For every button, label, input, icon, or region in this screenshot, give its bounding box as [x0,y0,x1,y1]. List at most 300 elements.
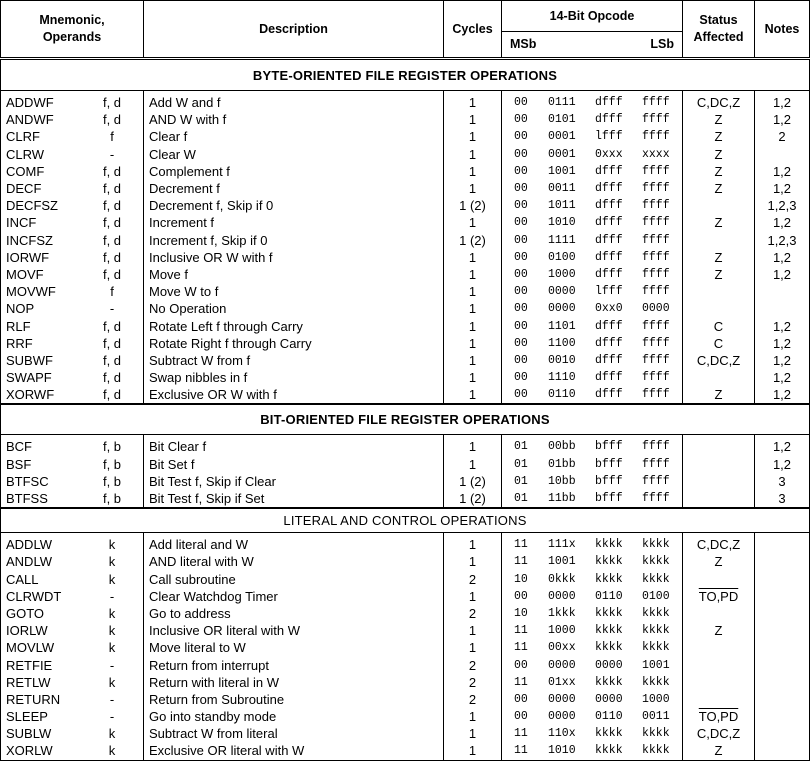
opcode-nibble: 1011 [548,199,576,213]
opcode-nibble: 01bb [548,457,576,471]
mnemonic-cell [1,456,144,473]
opcode-nibble: 0110 [548,388,576,402]
cycles-cell [444,266,502,283]
status-cell [683,300,755,317]
description-cell [144,553,444,570]
status-cell [683,369,755,386]
notes: 1,2 [772,181,792,197]
opcode-msb: 01 [514,457,528,471]
description-cell [144,656,444,673]
status-flags: Z [714,163,723,179]
section-header-row [1,508,810,533]
opcode-lsb: ffff [642,353,670,367]
opcode-cell [502,656,683,673]
status-cell [683,197,755,214]
description: Move f [149,266,189,282]
description-cell [144,639,444,656]
opcode-cell [502,473,683,490]
description-cell [144,490,444,508]
opcode-cell [502,91,683,112]
mnemonic: NOP [6,301,35,317]
description-cell [144,605,444,622]
description-cell [144,111,444,128]
cycles: 1 [468,623,477,639]
opcode-msb: 11 [514,538,528,552]
mnemonic-cell [1,533,144,554]
cycles-cell [444,622,502,639]
opcode-msb: 00 [514,692,528,706]
opcode-lsb: kkkk [642,727,670,741]
cycles: 1 (2) [459,473,486,489]
mnemonic: IORLW [6,623,48,639]
notes-cell [755,553,810,570]
opcode-nibble: bfff [595,457,623,471]
opcode-lsb: ffff [642,199,670,213]
opcode-nibble: 0000 [595,692,623,706]
opcode-msb: 00 [514,147,528,161]
cycles-cell [444,553,502,570]
notes-cell [755,435,810,456]
mnemonic-cell [1,708,144,725]
opcode-nibble: dfff [595,113,623,127]
opcode-nibble: 0100 [548,250,576,264]
opcode-lsb: ffff [642,113,670,127]
opcode-lsb: ffff [642,164,670,178]
opcode-cell [502,111,683,128]
notes-cell [755,146,810,163]
opcode-cell [502,386,683,404]
status-cell [683,490,755,508]
mnemonic-cell [1,473,144,490]
cycles: 1 [468,95,477,111]
mnemonic: ADDWF [6,95,54,111]
mnemonic-cell [1,180,144,197]
notes-cell [755,490,810,508]
opcode-nibble: kkkk [595,641,623,655]
cycles: 1 (2) [459,232,486,248]
notes-cell [755,725,810,742]
cycles-cell [444,588,502,605]
table-row [1,490,810,508]
opcode-lsb: ffff [642,182,670,196]
operands: f, b [102,491,122,507]
opcode-nibble: 0000 [548,285,576,299]
description: AND W with f [149,112,227,128]
section-title: BIT-ORIENTED FILE REGISTER OPERATIONS [1,404,810,435]
description-cell [144,180,444,197]
cycles-cell [444,91,502,112]
opcode-nibble: 111x [548,538,576,552]
opcode-cell [502,553,683,570]
cycles-cell [444,335,502,352]
status-cell [683,605,755,622]
cycles-cell [444,300,502,317]
operands: f, d [102,318,122,334]
description: Clear W [149,146,196,162]
table-row [1,335,810,352]
mnemonic: MOVLW [6,640,55,656]
table-row [1,553,810,570]
notes: 1,2,3 [767,198,797,214]
operands: k [108,605,116,621]
header-msb: MSb [510,37,537,51]
notes: 1,2 [772,318,792,334]
opcode-msb: 00 [514,710,528,724]
opcode-nibble: 1000 [548,267,576,281]
description: Move W to f [149,284,219,300]
cycles-cell [444,725,502,742]
description: Complement f [149,163,230,179]
opcode-lsb: kkkk [642,641,670,655]
table-row [1,691,810,708]
opcode-nibble: kkkk [595,572,623,586]
table-row [1,352,810,369]
opcode-cell [502,146,683,163]
opcode-cell [502,435,683,456]
status-cell [683,588,755,605]
description: Return from interrupt [149,657,269,673]
cycles: 1 [468,387,477,403]
description: Call subroutine [149,571,236,587]
opcode-nibble: dfff [595,267,623,281]
notes: 1,2 [772,370,792,386]
notes-cell [755,91,810,112]
operands: f [110,129,114,145]
operands: f, d [102,95,122,111]
mnemonic: XORLW [6,743,53,759]
opcode-lsb: ffff [642,319,670,333]
description-cell [144,300,444,317]
description: Clear Watchdog Timer [149,588,278,604]
section-title: BYTE-ORIENTED FILE REGISTER OPERATIONS [1,59,810,91]
mnemonic-cell [1,214,144,231]
opcode-msb: 00 [514,371,528,385]
opcode-nibble: 00xx [548,641,576,655]
mnemonic-cell [1,656,144,673]
opcode-lsb: kkkk [642,624,670,638]
mnemonic: ANDLW [6,554,52,570]
header-status-line1: Status [699,13,738,27]
cycles: 1 [468,266,477,282]
opcode-nibble: 0101 [548,113,576,127]
operands: f, d [102,181,122,197]
cycles-cell [444,214,502,231]
description: Exclusive OR W with f [149,387,277,403]
mnemonic: SWAPF [6,370,52,386]
operands: f, d [102,232,122,248]
status-cell [683,146,755,163]
mnemonic: ANDWF [6,112,54,128]
opcode-cell [502,533,683,554]
mnemonic: RETLW [6,674,51,690]
mnemonic: SLEEP [6,709,48,725]
operands: f, b [102,456,122,472]
status-cell [683,317,755,334]
mnemonic: XORWF [6,387,55,403]
status-cell [683,622,755,639]
description: Decrement f [149,181,220,197]
operands: f, d [102,335,122,351]
cycles-cell [444,128,502,145]
table-row [1,317,810,334]
status-flags-overlined: TO,PD [698,588,739,604]
cycles-cell [444,533,502,554]
mnemonic-cell [1,146,144,163]
notes: 1,2 [772,163,792,179]
mnemonic-cell [1,691,144,708]
mnemonic: SUBLW [6,726,52,742]
status-flags: Z [714,112,723,128]
mnemonic-cell [1,639,144,656]
description-cell [144,197,444,214]
status-flags: C [713,335,724,351]
opcode-lsb: 0000 [642,302,670,316]
description-cell [144,249,444,266]
notes: 1,2 [772,335,792,351]
operands: f, d [102,249,122,265]
description-cell [144,317,444,334]
status-cell [683,163,755,180]
cycles-cell [444,691,502,708]
mnemonic-cell [1,386,144,404]
notes-cell [755,317,810,334]
description: Bit Test f, Skip if Set [149,491,265,507]
mnemonic: CLRWDT [6,588,62,604]
opcode-lsb: ffff [642,474,670,488]
table-row [1,725,810,742]
header-operands: Operands [42,30,102,44]
notes-cell [755,639,810,656]
cycles-cell [444,111,502,128]
status-cell [683,533,755,554]
header-status-line2: Affected [693,30,744,44]
opcode-msb: 01 [514,474,528,488]
status-flags: Z [714,129,723,145]
opcode-cell [502,317,683,334]
notes-cell [755,674,810,691]
opcode-nibble: 0xxx [595,147,623,161]
description: Go into standby mode [149,709,277,725]
table-row [1,369,810,386]
opcode-nibble: 0011 [548,182,576,196]
status-cell [683,674,755,691]
cycles: 2 [468,691,477,707]
description-cell [144,588,444,605]
opcode-nibble: 00bb [548,440,576,454]
opcode-msb: 00 [514,302,528,316]
mnemonic-cell [1,622,144,639]
opcode-cell [502,456,683,473]
opcode-cell [502,622,683,639]
table-row [1,571,810,588]
opcode-nibble: kkkk [595,727,623,741]
status-flags: C [713,318,724,334]
table-row [1,111,810,128]
description-cell [144,266,444,283]
mnemonic: RETFIE [6,657,53,673]
opcode-cell [502,490,683,508]
cycles: 1 [468,370,477,386]
table-row [1,197,810,214]
cycles-cell [444,639,502,656]
status-cell [683,571,755,588]
description-cell [144,674,444,691]
notes: 3 [778,473,786,489]
description: Clear f [149,129,188,145]
status-cell [683,283,755,300]
mnemonic: RRF [6,335,33,351]
status-cell [683,656,755,673]
cycles: 1 (2) [459,198,486,214]
opcode-cell [502,605,683,622]
opcode-cell [502,742,683,760]
table-row [1,473,810,490]
opcode-msb: 00 [514,96,528,110]
opcode-nibble: 1110 [548,371,576,385]
status-cell [683,266,755,283]
header-mnemonic-operands [1,1,144,59]
opcode-msb: 11 [514,675,528,689]
opcode-msb: 00 [514,182,528,196]
opcode-msb: 00 [514,199,528,213]
opcode-lsb: 0100 [642,589,670,603]
table-row [1,386,810,404]
status-flags: Z [714,623,723,639]
notes-cell [755,249,810,266]
opcode-cell [502,725,683,742]
status-flags: C,DC,Z [696,537,741,553]
mnemonic: BTFSC [6,473,49,489]
description: Exclusive OR literal with W [149,743,305,759]
notes-cell [755,197,810,214]
description-cell [144,352,444,369]
description-cell [144,456,444,473]
cycles-cell [444,146,502,163]
opcode-nibble: 0000 [548,589,576,603]
opcode-lsb: 0011 [642,710,670,724]
mnemonic: RLF [6,318,31,334]
opcode-cell [502,708,683,725]
mnemonic: BTFSS [6,491,48,507]
cycles-cell [444,163,502,180]
opcode-nibble: dfff [595,388,623,402]
operands: f, d [102,266,122,282]
opcode-nibble: 1000 [548,624,576,638]
opcode-nibble: dfff [595,336,623,350]
opcode-msb: 00 [514,336,528,350]
status-cell [683,473,755,490]
opcode-nibble: 0000 [548,658,576,672]
operands: - [109,691,115,707]
notes-cell [755,352,810,369]
table-row [1,214,810,231]
opcode-cell [502,249,683,266]
header-notes: Notes [755,1,810,59]
cycles-cell [444,490,502,508]
status-cell [683,180,755,197]
opcode-msb: 11 [514,555,528,569]
cycles: 1 [468,112,477,128]
description: Increment f, Skip if 0 [149,232,268,248]
opcode-nibble: 10bb [548,474,576,488]
description-cell [144,283,444,300]
notes: 1,2 [772,387,792,403]
opcode-cell [502,266,683,283]
description: Add literal and W [149,537,248,553]
notes-cell [755,456,810,473]
opcode-msb: 00 [514,319,528,333]
header-opcode: 14-Bit Opcode [502,1,683,32]
status-flags: Z [714,215,723,231]
description: Go to address [149,605,231,621]
cycles-cell [444,473,502,490]
opcode-nibble: 0001 [548,130,576,144]
notes-cell [755,571,810,588]
operands: f, d [102,215,122,231]
opcode-cell [502,691,683,708]
operands: k [108,554,116,570]
cycles: 1 [468,284,477,300]
cycles-cell [444,605,502,622]
notes-cell [755,656,810,673]
description-cell [144,691,444,708]
operands: k [108,623,116,639]
operands: f, d [102,163,122,179]
description-cell [144,128,444,145]
description-cell [144,533,444,554]
opcode-msb: 00 [514,233,528,247]
opcode-lsb: xxxx [642,147,670,161]
opcode-lsb: 1000 [642,692,670,706]
opcode-cell [502,180,683,197]
description-cell [144,369,444,386]
opcode-nibble: 01xx [548,675,576,689]
header-mnemonic: Mnemonic, [39,13,105,27]
cycles-cell [444,742,502,760]
mnemonic: BSF [6,456,32,472]
mnemonic: MOVF [6,266,44,282]
status-flags: C,DC,Z [696,352,741,368]
cycles-cell [444,317,502,334]
notes-cell [755,742,810,760]
opcode-nibble: bfff [595,492,623,506]
mnemonic: RETURN [6,691,61,707]
opcode-cell [502,639,683,656]
description-cell [144,742,444,760]
status-cell [683,386,755,404]
mnemonic-cell [1,369,144,386]
opcode-lsb: kkkk [642,572,670,586]
status-cell [683,214,755,231]
opcode-lsb: ffff [642,457,670,471]
table-row [1,708,810,725]
opcode-lsb: kkkk [642,744,670,758]
operands: k [108,640,116,656]
cycles: 1 [468,215,477,231]
operands: f, d [102,112,122,128]
description: AND literal with W [149,554,254,570]
mnemonic-cell [1,571,144,588]
header-description: Description [144,1,444,59]
operands: - [109,709,115,725]
opcode-nibble: 0010 [548,353,576,367]
description: Bit Clear f [149,439,207,455]
opcode-nibble: kkkk [595,555,623,569]
description: Subtract W from literal [149,726,278,742]
section-header-row [1,404,810,435]
opcode-msb: 00 [514,285,528,299]
opcode-lsb: ffff [642,440,670,454]
